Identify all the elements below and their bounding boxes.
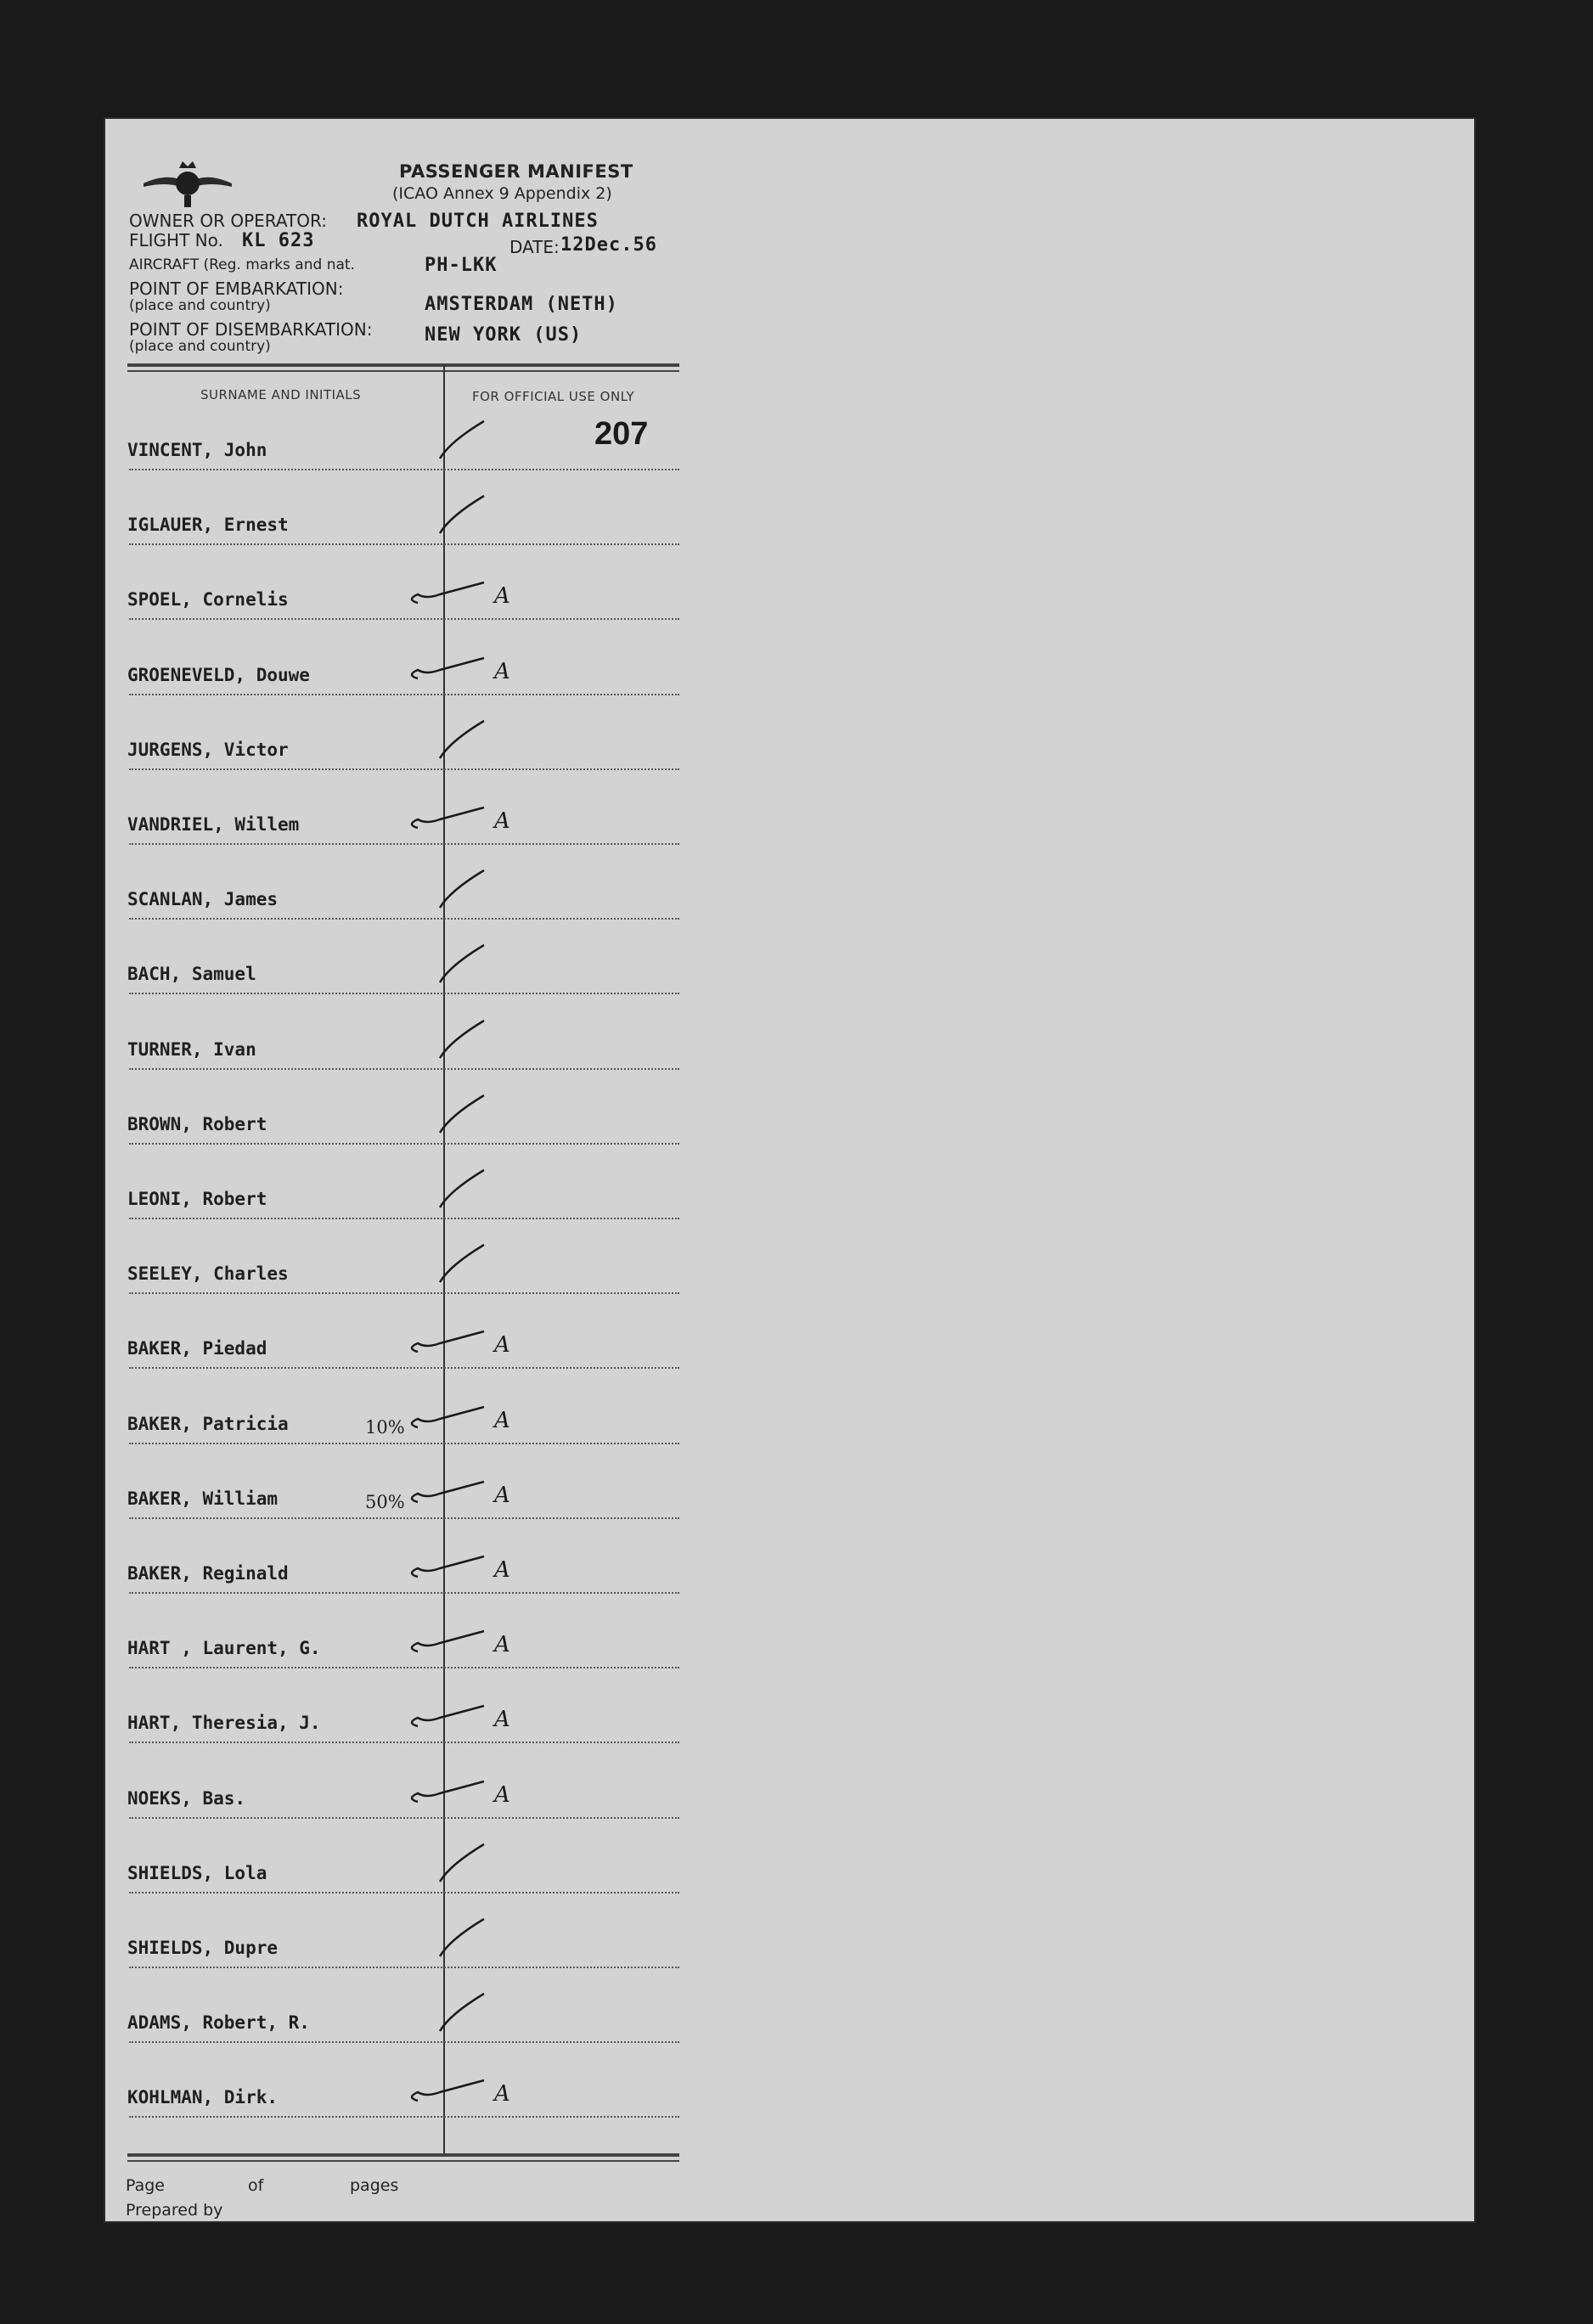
tick-stroke [412, 1331, 484, 1352]
official-check-mark [399, 1689, 594, 1731]
official-check-mark [399, 1465, 594, 1507]
official-check-mark [399, 641, 594, 684]
official-check-mark [399, 1016, 594, 1058]
tick-stroke [440, 721, 484, 758]
pages-label: pages [350, 2176, 399, 2195]
tick-stroke [440, 870, 484, 908]
official-check-mark [399, 1914, 594, 1956]
official-check-mark [399, 791, 594, 833]
passenger-name: IGLAUER, Ernest [127, 515, 289, 536]
row-dotted-rule [129, 1292, 679, 1294]
tick-stroke [440, 496, 484, 533]
embark-label: POINT OF EMBARKATION: [129, 279, 344, 299]
page-label: Page [126, 2176, 165, 2195]
passenger-name: BAKER, Piedad [127, 1338, 267, 1359]
row-dotted-rule [129, 1592, 679, 1594]
official-mark-letter: A [494, 1332, 510, 1359]
tick-stroke [440, 421, 484, 459]
tick-stroke [440, 1095, 484, 1133]
embark-value: AMSTERDAM (NETH) [425, 294, 618, 315]
passenger-name: HART, Theresia, J. [127, 1713, 321, 1734]
manifest-sheet [104, 117, 1476, 2223]
passenger-name: SPOEL, Cornelis [127, 589, 289, 611]
fare-note: 50% [365, 1491, 405, 1512]
passenger-name: BAKER, Patricia [127, 1413, 289, 1434]
official-check-mark [399, 566, 594, 608]
row-dotted-rule [129, 918, 679, 920]
passenger-name: SHIELDS, Dupre [127, 1938, 279, 1958]
official-check-mark [399, 716, 594, 758]
official-check-mark [399, 865, 594, 908]
row-dotted-rule [129, 768, 679, 770]
official-mark-letter: A [494, 583, 510, 610]
passenger-name: BROWN, Robert [127, 1113, 267, 1134]
official-check-mark [399, 1839, 594, 1882]
row-dotted-rule [129, 1068, 679, 1070]
row-dotted-rule [129, 1517, 679, 1519]
passenger-name: SCANLAN, James [127, 889, 279, 910]
passenger-name: KOHLMAN, Dirk. [127, 2087, 279, 2108]
row-dotted-rule [129, 1817, 679, 1819]
passenger-name: VINCENT, John [127, 440, 267, 460]
tick-stroke [412, 2080, 484, 2101]
official-check-mark [399, 1539, 594, 1582]
column-header-official: FOR OFFICIAL USE ONLY [472, 389, 635, 404]
passenger-name: BAKER, Reginald [127, 1563, 289, 1584]
manifest-title: PASSENGER MANIFEST [399, 161, 633, 182]
tick-stroke [412, 658, 484, 678]
tick-stroke [412, 1781, 484, 1802]
column-header-surname: SURNAME AND INITIALS [200, 387, 362, 402]
row-dotted-rule [129, 543, 679, 545]
passenger-name: BAKER, William [127, 1488, 279, 1509]
tick-stroke [412, 1631, 484, 1652]
official-mark-letter: A [494, 1781, 510, 1808]
row-dotted-rule [129, 843, 679, 845]
tick-stroke [440, 1170, 484, 1207]
official-check-mark [399, 1165, 594, 1207]
row-dotted-rule [129, 1967, 679, 1968]
tick-stroke [412, 807, 484, 828]
passenger-name: VANDRIEL, Willem [127, 814, 300, 835]
passenger-name: ADAMS, Robert, R. [127, 2012, 310, 2034]
official-check-mark [399, 1240, 594, 1282]
tick-stroke [440, 1245, 484, 1282]
disembark-note: (place and country) [129, 338, 271, 355]
of-label: of [248, 2176, 264, 2195]
owner-value: ROYAL DUTCH AIRLINES [357, 211, 599, 232]
footer-rule [127, 2153, 679, 2157]
row-dotted-rule [129, 469, 679, 470]
aircraft-value: PH-LKK [425, 255, 498, 276]
row-dotted-rule [129, 694, 679, 695]
official-check-mark [399, 1090, 594, 1133]
passenger-name: HART , Laurent, G. [127, 1638, 321, 1659]
flight-label: FLIGHT No. [129, 230, 223, 250]
embark-note: (place and country) [129, 297, 271, 314]
official-check-mark [399, 1390, 594, 1432]
owner-label: OWNER OR OPERATOR: [129, 211, 327, 231]
disembark-label: POINT OF DISEMBARKATION: [129, 319, 373, 340]
row-dotted-rule [129, 1742, 679, 1743]
row-dotted-rule [129, 1367, 679, 1369]
tick-stroke [440, 1994, 484, 2031]
official-mark-letter: A [494, 658, 510, 684]
tick-stroke [412, 582, 484, 603]
official-mark-letter: A [494, 1707, 510, 1733]
tick-stroke [412, 1482, 484, 1502]
passenger-name: GROENEVELD, Douwe [127, 664, 310, 685]
passenger-name: LEONI, Robert [127, 1189, 267, 1209]
official-check-mark [399, 1764, 594, 1807]
row-dotted-rule [129, 2041, 679, 2043]
header-rule-thin [127, 370, 679, 372]
row-dotted-rule [129, 993, 679, 994]
tick-stroke [440, 1844, 484, 1882]
row-dotted-rule [129, 1143, 679, 1145]
official-mark-letter: A [494, 808, 510, 834]
fare-note: 10% [365, 1416, 405, 1438]
klm-crown-logo [140, 158, 235, 211]
official-number: 207 [594, 416, 649, 452]
tick-stroke [412, 1407, 484, 1427]
header-rule [127, 363, 679, 367]
prepared-by-label: Prepared by [126, 2201, 223, 2220]
official-mark-letter: A [494, 1482, 510, 1508]
tick-stroke [440, 1919, 484, 1956]
official-check-mark [399, 416, 594, 459]
aircraft-label: AIRCRAFT (Reg. marks and nat. [129, 256, 355, 273]
row-dotted-rule [129, 618, 679, 620]
official-check-mark [399, 940, 594, 982]
official-mark-letter: A [494, 2081, 510, 2107]
date-label: DATE: [509, 237, 560, 257]
manifest-subtitle: (ICAO Annex 9 Appendix 2) [392, 184, 612, 203]
passenger-name: NOEKS, Bas. [127, 1787, 246, 1809]
official-check-mark [399, 1614, 594, 1657]
footer-rule-thin [127, 2160, 679, 2162]
official-check-mark [399, 1989, 594, 2031]
passenger-name: BACH, Samuel [127, 964, 256, 985]
passenger-name: JURGENS, Victor [127, 739, 289, 760]
disembark-value: NEW YORK (US) [425, 324, 583, 346]
date-value: 12Dec.56 [560, 234, 657, 256]
official-check-mark [399, 2063, 594, 2106]
passenger-name: SEELEY, Charles [127, 1263, 289, 1285]
flight-value: KL 623 [242, 230, 315, 251]
official-check-mark [399, 1314, 594, 1357]
row-dotted-rule [129, 1218, 679, 1219]
tick-stroke [412, 1556, 484, 1577]
row-dotted-rule [129, 2116, 679, 2118]
row-dotted-rule [129, 1892, 679, 1894]
passenger-name: SHIELDS, Lola [127, 1862, 267, 1883]
row-dotted-rule [129, 1443, 679, 1444]
tick-stroke [412, 1706, 484, 1726]
official-mark-letter: A [494, 1557, 510, 1583]
tick-stroke [440, 1021, 484, 1058]
passenger-name: TURNER, Ivan [127, 1038, 256, 1060]
tick-stroke [440, 945, 484, 982]
official-mark-letter: A [494, 1407, 510, 1433]
official-check-mark [399, 491, 594, 533]
row-dotted-rule [129, 1667, 679, 1668]
official-mark-letter: A [494, 1632, 510, 1658]
